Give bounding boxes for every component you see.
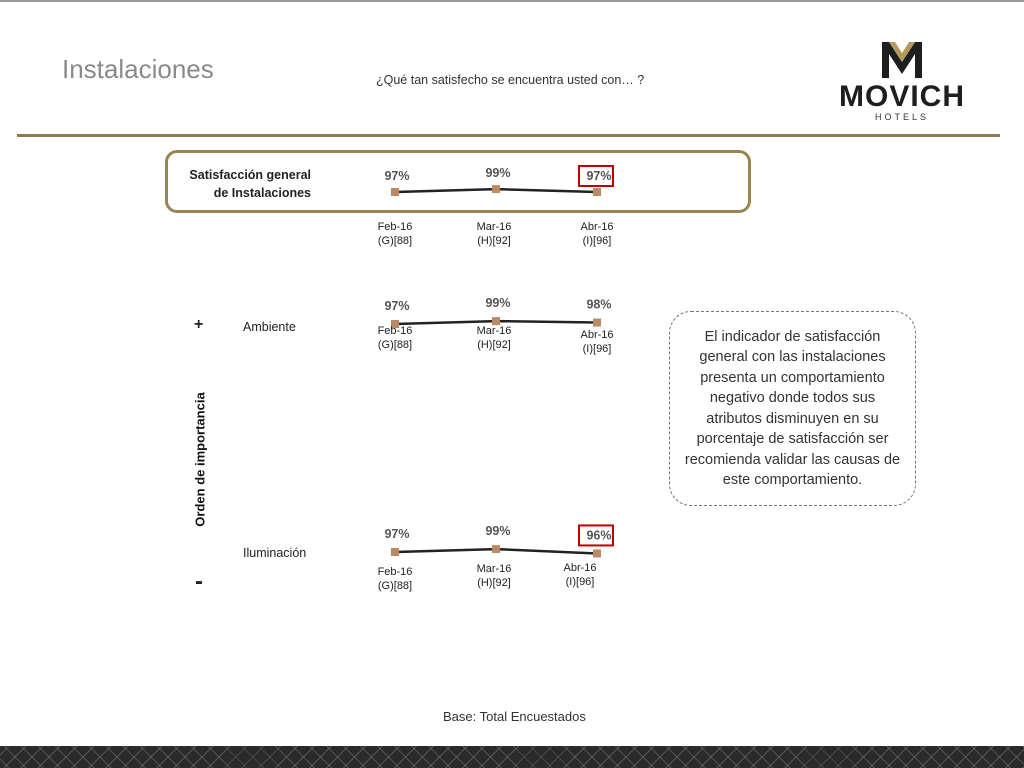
value-label-0-1: 99% [485, 166, 511, 181]
category-label-1-1: Mar-16 [476, 325, 512, 337]
value-label-2-1: 99% [485, 524, 511, 539]
insight-note [669, 311, 916, 506]
logo-name: MOVICH [839, 80, 965, 113]
data-point-0-1 [492, 185, 500, 193]
data-point-0-2 [593, 188, 601, 196]
row-label-iluminacion: Iluminación [243, 546, 307, 560]
category-label-0-1: Mar-16 [476, 221, 512, 233]
value-label-2-2: 96% [586, 528, 612, 543]
data-point-2-0 [391, 548, 399, 556]
importance-minus: - [195, 568, 203, 595]
value-label-0-0: 97% [384, 169, 410, 183]
value-label-1-0: 97% [384, 299, 410, 313]
data-point-1-1 [492, 317, 500, 325]
row-label-ambiente: Ambiente [243, 320, 296, 334]
category-base-2-0: (G)[88] [377, 580, 413, 592]
data-point-2-1 [492, 545, 500, 553]
category-label-1-0: Feb-16 [377, 325, 413, 337]
base-note: Base: Total Encuestados [443, 709, 586, 724]
category-label-0-2: Abr-16 [580, 221, 614, 233]
category-base-1-1: (H)[92] [477, 339, 511, 351]
category-base-0-2: (I)[96] [582, 235, 612, 247]
category-label-2-1: Mar-16 [476, 563, 512, 575]
value-label-1-2: 98% [586, 297, 612, 312]
category-base-1-0: (G)[88] [377, 339, 413, 351]
page-title: Instalaciones [62, 54, 214, 84]
importance-plus: + [194, 316, 204, 333]
value-label-2-0: 97% [384, 527, 410, 541]
data-point-0-0 [391, 188, 399, 196]
category-label-2-0: Feb-16 [377, 566, 413, 578]
category-label-2-2: Abr-16 [563, 562, 597, 574]
row-label-general-line1: Satisfacción general [189, 168, 311, 182]
data-point-1-2 [593, 319, 601, 327]
logo-sub: HOTELS [874, 112, 929, 122]
category-base-0-0: (G)[88] [377, 235, 413, 247]
importance-axis-label: Orden de importancia [192, 392, 208, 527]
category-base-2-1: (H)[92] [477, 577, 511, 589]
value-label-1-1: 99% [485, 296, 511, 311]
insight-note-text: El indicador de satisfacción general con las instalaciones presenta un comportamiento negativo donde todos sus atributos disminuyen en su porcentaje de satisfacción ser recomienda validar las causas de este comportamiento. [684, 328, 901, 488]
data-point-2-2 [593, 549, 601, 557]
category-base-1-2: (I)[96] [582, 343, 612, 355]
decorative-footer-band [0, 746, 1024, 768]
row-label-general-line2: de Instalaciones [213, 186, 311, 200]
value-label-0-2: 97% [586, 169, 612, 183]
category-label-0-0: Feb-16 [377, 221, 413, 233]
category-base-0-1: (H)[92] [477, 235, 511, 247]
question-text: ¿Qué tan satisfecho se encuentra usted con… ? [376, 73, 645, 87]
category-label-1-2: Abr-16 [580, 329, 614, 341]
category-base-2-2: (I)[96] [565, 576, 595, 588]
